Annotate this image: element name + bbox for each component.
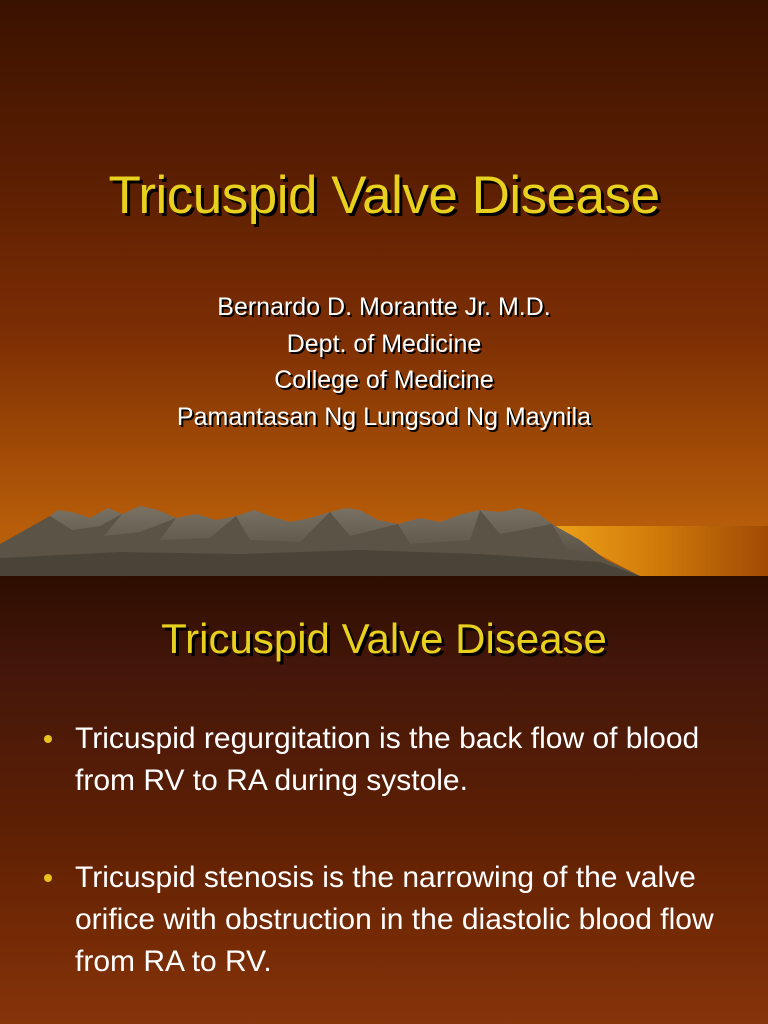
bullet-icon <box>44 735 52 743</box>
bullet-item <box>44 857 744 983</box>
university-line: Pamantasan Ng Lungsod Ng Maynila <box>176 402 592 431</box>
slide-content-heading: Tricuspid Valve Disease <box>161 615 607 662</box>
college-line: College of Medicine <box>274 366 494 394</box>
mountain-range-icon <box>0 478 768 576</box>
slide-title-subtitle <box>0 289 768 435</box>
bullet-text: Tricuspid regurgitation is the back flow of blood from RV to RA during systole. <box>75 722 700 797</box>
bullet-icon <box>44 874 52 882</box>
slide-title-heading: Tricuspid Valve Disease <box>108 166 660 225</box>
bullet-list <box>44 718 744 1024</box>
department-line: Dept. of Medicine <box>286 329 482 358</box>
bullet-item <box>44 718 744 802</box>
slide-content <box>0 576 768 1024</box>
bullet-text: Tricuspid stenosis is the narrowing of the valve orifice with obstruction in the diastolic blood flow from RA to RV. <box>75 861 714 978</box>
author-line: Bernardo D. Morantte Jr. M.D. <box>217 293 551 321</box>
